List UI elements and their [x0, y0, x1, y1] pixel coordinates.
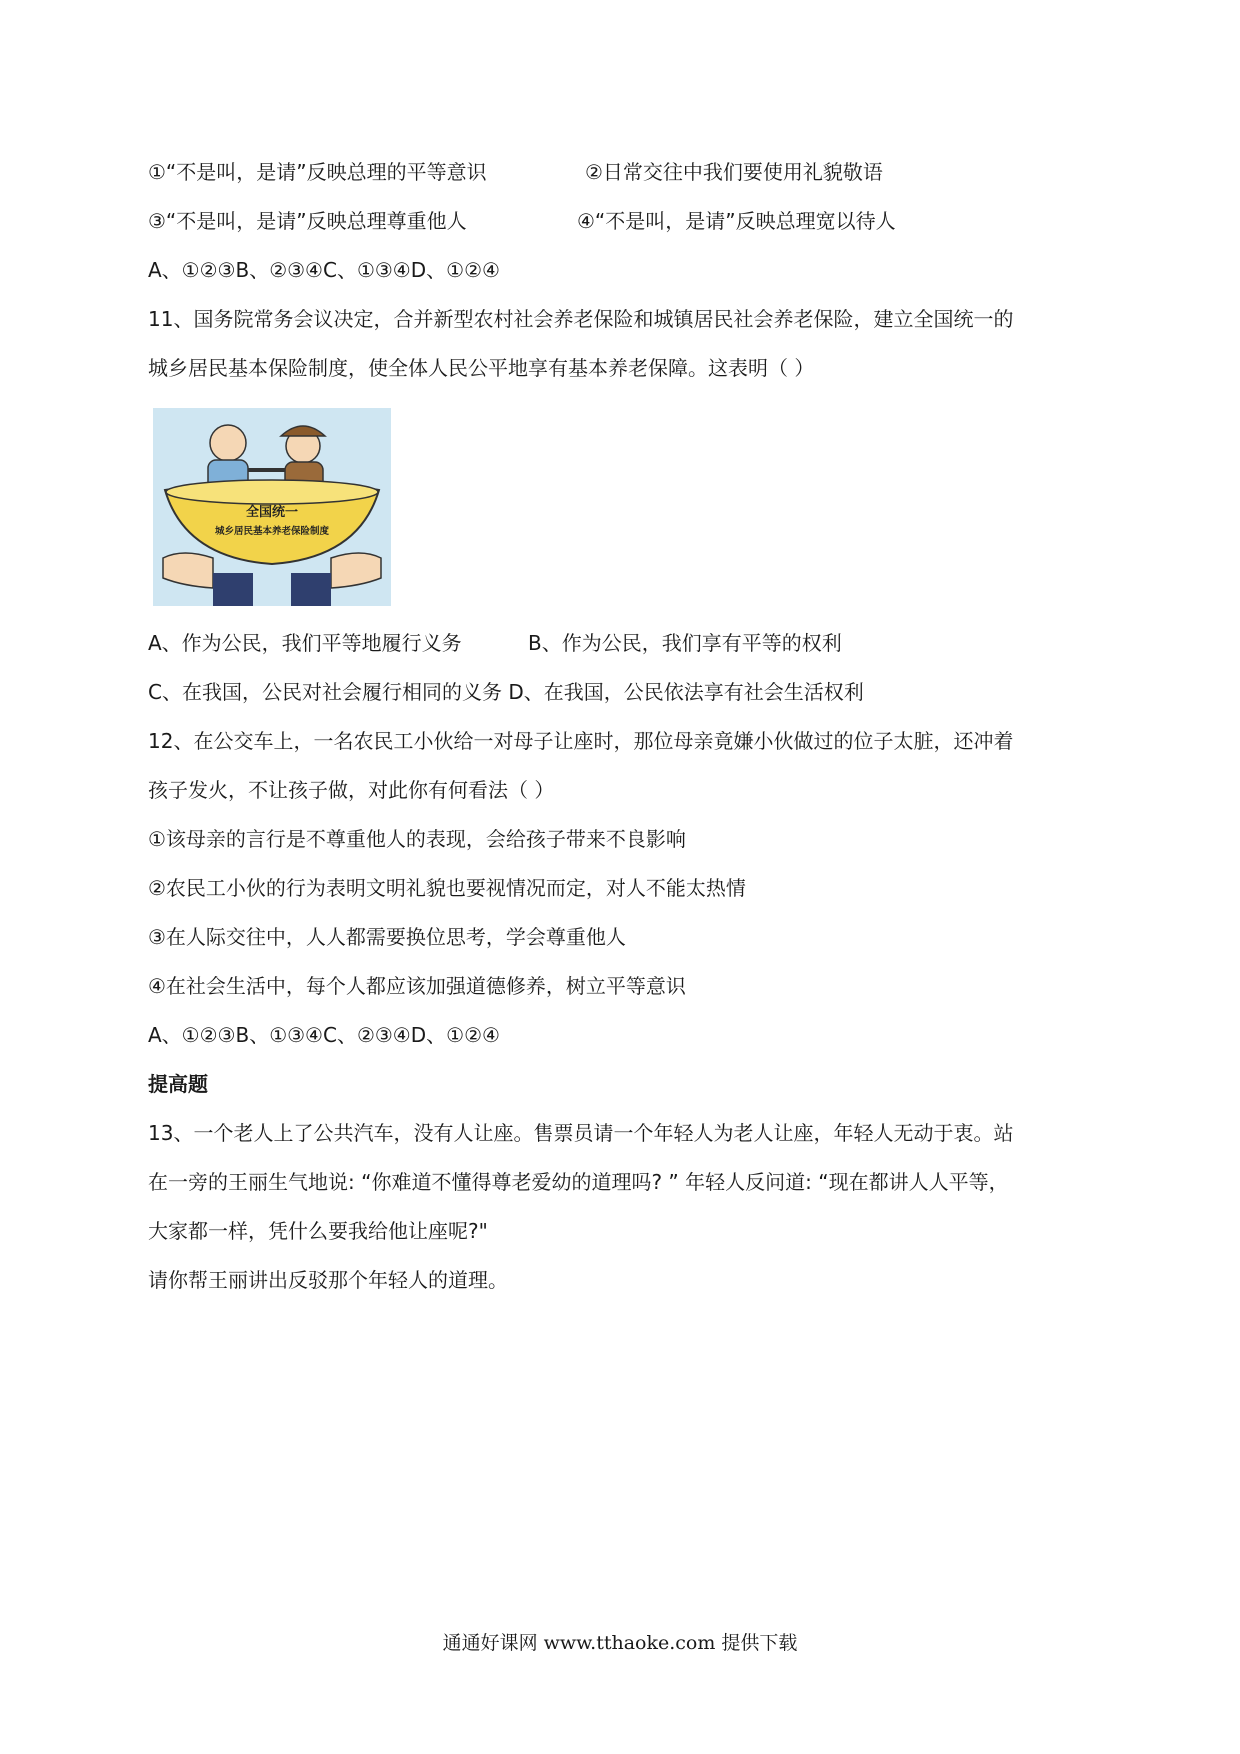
q12-stem-line-1: 12、在公交车上，一名农民工小伙给一对母子让座时，那位母亲竟嫌小伙做过的位子太脏，还冲着: [148, 729, 1014, 753]
q11-options-c-d: C、在我国，公民对社会履行相同的义务 D、在我国，公民依法享有社会生活权利: [148, 680, 864, 704]
q13-line-4: 请你帮王丽讲出反驳那个年轻人的道理。: [148, 1268, 508, 1292]
q10-option-2: ②日常交往中我们要使用礼貌敬语: [585, 160, 883, 184]
illustration-subtitle: 城乡居民基本养老保险制度: [214, 526, 330, 537]
q12-stem-line-2: 孩子发火，不让孩子做，对此你有何看法（ ）: [148, 778, 555, 802]
illustration-title: 全国统一: [245, 505, 299, 520]
q10-option-1: ①“不是叫，是请”反映总理的平等意识: [148, 160, 487, 184]
q13-line-1: 13、一个老人上了公共汽车，没有人让座。售票员请一个年轻人为老人让座，年轻人无动于衷。站: [148, 1121, 1014, 1145]
page-footer: 通通好课网 www.tthaoke.com 提供下载: [442, 1632, 798, 1654]
q12-item-3: ③在人际交往中，人人都需要换位思考，学会尊重他人: [148, 925, 626, 949]
q13-line-2: 在一旁的王丽生气地说: “你难道不懂得尊老爱幼的道理吗? ” 年轻人反问道: “现在都讲人人平等，: [148, 1170, 1009, 1194]
q12-item-1: ①该母亲的言行是不尊重他人的表现，会给孩子带来不良影响: [148, 827, 686, 851]
q12-item-4: ④在社会生活中，每个人都应该加强道德修养，树立平等意识: [148, 974, 686, 998]
q11-stem-line-1: 11、国务院常务会议决定，合并新型农村社会养老保险和城镇居民社会养老保险，建立全国统一的: [148, 307, 1014, 331]
q11-option-a: A、作为公民，我们平等地履行义务: [148, 631, 462, 655]
q12-item-2: ②农民工小伙的行为表明文明礼貌也要视情况而定，对人不能太热情: [148, 876, 746, 900]
q10-option-4: ④“不是叫，是请”反映总理宽以待人: [577, 209, 896, 233]
q10-option-3: ③“不是叫，是请”反映总理尊重他人: [148, 209, 467, 233]
q12-answer-choices: A、①②③B、①③④C、②③④D、①②④: [148, 1023, 500, 1047]
q11-option-b: B、作为公民，我们享有平等的权利: [528, 631, 842, 655]
section-title: 提高题: [148, 1072, 208, 1096]
q11-stem-line-2: 城乡居民基本保险制度，使全体人民公平地享有基本养老保障。这表明（ ）: [148, 356, 815, 380]
q10-answer-choices: A、①②③B、②③④C、①③④D、①②④: [148, 258, 500, 282]
q13-line-3: 大家都一样，凭什么要我给他让座呢?": [148, 1219, 488, 1243]
pension-illustration: [153, 408, 391, 606]
